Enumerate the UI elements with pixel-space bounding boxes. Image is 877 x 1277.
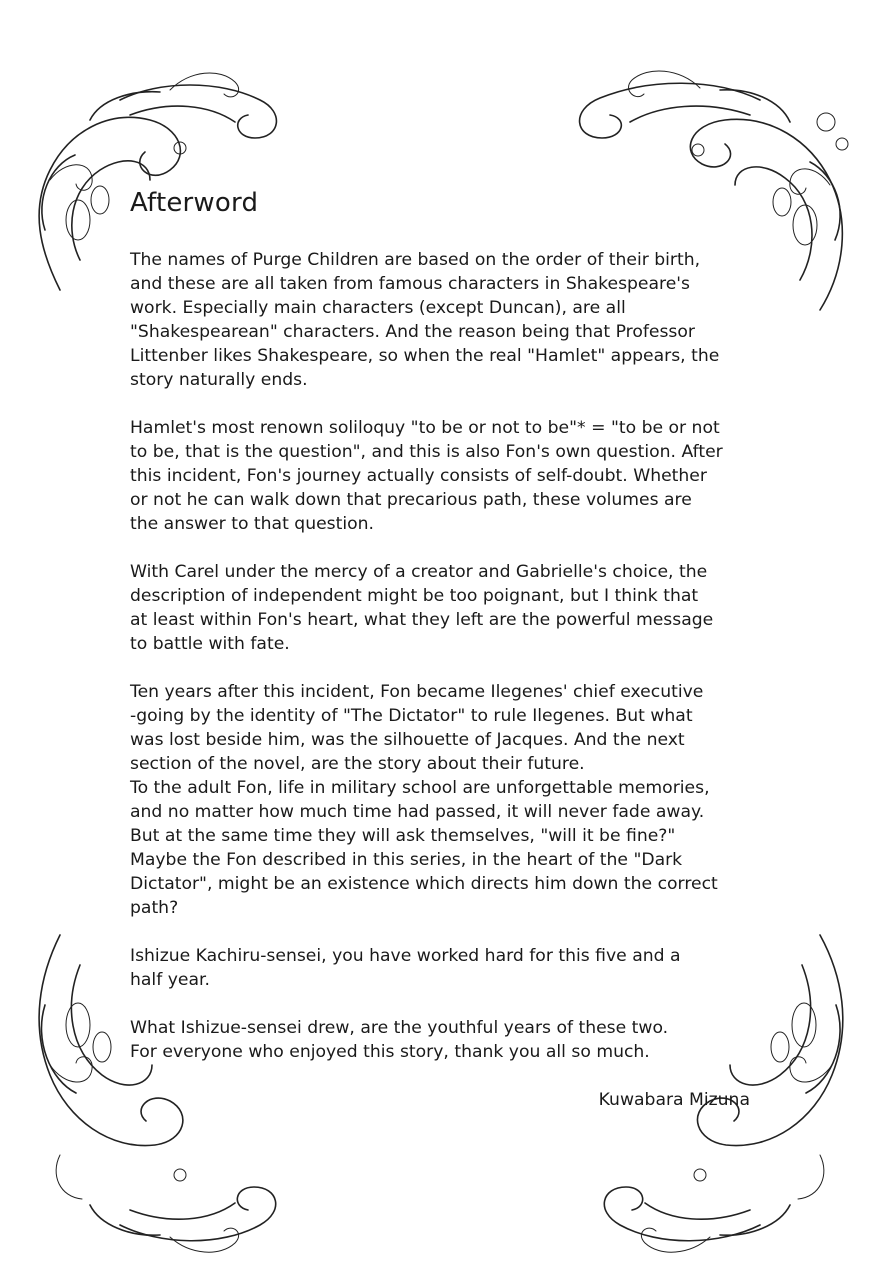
paragraph-2: Hamlet's most renown soliloquy "to be or not to be"* = "to be or not to be, that is the question", and this is also Fon's own question. After this incident, Fon's journey actually consists of self-doubt. Whether or not he can walk down that precarious path, these volumes are the answer to that question. — [130, 418, 723, 534]
paragraph-3: With Carel under the mercy of a creator and Gabrielle's choice, the description of independent might be too poignant, but I think that at least within Fon's heart, what they left are the powerful message to battle with fate. — [130, 562, 714, 654]
author-signature: Kuwabara Mizuna — [598, 1090, 750, 1110]
paragraph-5: Ishizue Kachiru-sensei, you have worked hard for this five and a half year. — [130, 946, 681, 990]
paragraph-4: Ten years after this incident, Fon became Ilegenes' chief executive -going by the identity of "The Dictator" to rule Ilegenes. But what was lost beside him, was the silhouette of Jacques. And the next section of the novel, are the story about their future. To the adult Fon, life in military school are unforgettable memories, and no matter how much time had passed, it will never fade away. But at the same time they will ask themselves, "will it be fine?" Maybe the Fon described in this series, in the heart of the "Dark Dictator", might be an existence which directs him down the correct path? — [130, 682, 718, 918]
paragraph-1: The names of Purge Children are based on the order of their birth, and these are all taken from famous characters in Shakespeare's work. Especially main characters (except Duncan), are all "Shakespearean" characters. And the reason being that Professor Littenber likes Shakespeare, so when the real "Hamlet" appears, the story naturally ends. — [130, 250, 720, 390]
paragraph-6: What Ishizue-sensei drew, are the youthful years of these two. For everyone who enjoyed this story, thank you all so much. — [130, 1018, 669, 1062]
page-title: Afterword — [130, 188, 259, 218]
afterword-content — [130, 188, 752, 1112]
